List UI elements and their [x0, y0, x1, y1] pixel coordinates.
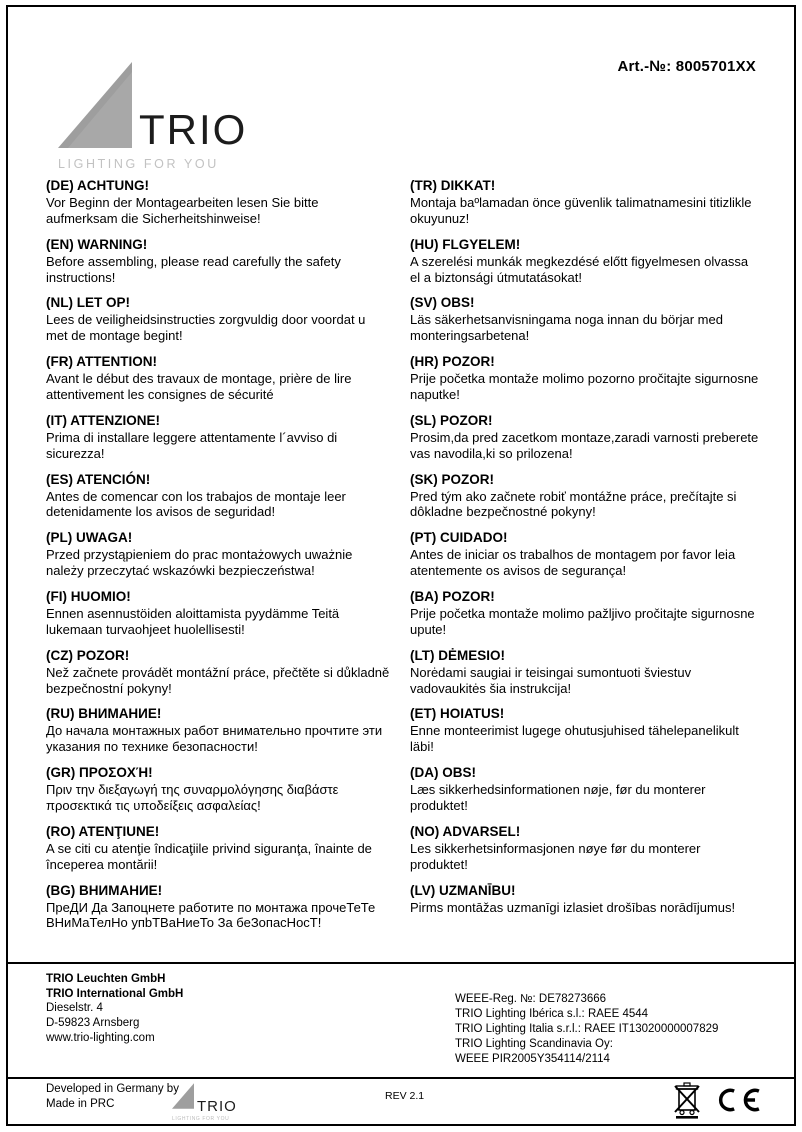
warning-block-ro	[46, 824, 390, 873]
warning-text: A szerelési munkák megkezdésé előtt figyelmesen olvassa el a biztonsági útmutatásokat!	[410, 253, 749, 285]
warning-block-cz	[46, 648, 390, 697]
warning-text: Πριν την διεξαγωγή της συναρμολόγησης διαβάστε προσεκτικά τις υποδείξεις ασφαλείας!	[46, 782, 339, 814]
warnings-column-right	[410, 178, 760, 925]
warning-text: Pirms montāžas uzmanīgi izlasiet drošības norādījumus!	[410, 899, 736, 915]
warning-title: (SK) POZOR!	[410, 471, 494, 487]
trio-logo	[58, 62, 247, 171]
warning-text: Než začnete provádět montážní práce, přečtěte si důkladně bezpečnostní pokyny!	[46, 664, 390, 696]
revision-label: REV 2.1	[385, 1090, 425, 1102]
warning-block-ru	[46, 706, 390, 755]
company-name-2: TRIO International GmbH	[46, 987, 184, 1000]
warning-text: Vor Beginn der Montagearbeiten lesen Sie bitte aufmerksam die Sicherheitshinweise!	[46, 195, 319, 226]
warning-block-fr	[46, 354, 390, 403]
warning-block-sk	[410, 472, 760, 521]
company-address	[46, 972, 183, 1046]
warning-block-bg	[46, 883, 390, 932]
warning-title: (IT) ATTENZIONE!	[46, 412, 160, 428]
warning-title: (HR) POZOR!	[410, 354, 495, 370]
warning-title: (DA) OBS!	[410, 765, 476, 781]
weee-line: TRIO Lighting Scandinavia Oy:	[455, 1037, 613, 1050]
warning-block-hr	[410, 354, 760, 403]
warning-text: Ennen asennustöiden aloittamista pyydämme Teitä lukemaan turvaohjeet huolellisesti!	[46, 606, 340, 637]
warning-block-gr	[46, 765, 390, 814]
warning-title: (LV) UZMANĪBU!	[410, 882, 516, 898]
warning-text: Læs sikkerhedsinformationen nøje, før du monterer produktet!	[410, 782, 706, 814]
warning-block-nl	[46, 295, 390, 344]
warning-text: Antes de iniciar os trabalhos de montagem por favor leia atentemente os avisos de segurança!	[410, 547, 736, 579]
company-name: TRIO Leuchten GmbH	[46, 973, 166, 985]
warning-text: Pred tým ako začnete robiť montážne práce, prečítajte si dôkladne bezpečnostné pokyny!	[410, 488, 737, 520]
warning-block-it	[46, 413, 390, 462]
warning-text: Przed przystąpieniem do prac montażowych uważnie należy przeczytać wskazówki bezpieczeństwa!	[46, 547, 353, 579]
warning-title: (RU) ВНИМАНИЕ!	[46, 706, 162, 722]
origin-info	[46, 1082, 179, 1112]
warning-title: (NO) ADVARSEL!	[410, 823, 521, 839]
company-street: Dieselstr. 4	[46, 1002, 103, 1015]
warning-title: (RO) ATENŢIUNE!	[46, 823, 160, 839]
trio-triangle-icon	[172, 1082, 194, 1115]
weee-line: TRIO Lighting Italia s.r.l.: RAEE IT13020000007829	[455, 1022, 719, 1035]
warning-title: (HU) FLGYELEM!	[410, 236, 521, 252]
weee-line: WEEE-Reg. №: DE78273666	[455, 993, 607, 1005]
warning-block-sv	[410, 295, 760, 344]
footer-divider-top	[8, 962, 794, 964]
warning-text: Prije početka montaže molimo pozorno pročitajte sigurnosne naputke!	[410, 371, 759, 403]
warning-title: (ET) HOIATUS!	[410, 706, 505, 722]
warning-text: Norėdami saugiai ir teisingai sumontuoti šviestuv vadovaukitės šia instrukcija!	[410, 664, 692, 696]
company-website: www.trio-lighting.com	[46, 1031, 155, 1044]
warning-title: (TR) DIKKAT!	[410, 178, 496, 193]
warning-block-en	[46, 237, 390, 286]
logo-tagline: LIGHTING FOR YOU	[58, 157, 219, 171]
warning-text: A se citi cu atenţie îndicaţiile privind siguranţa, înainte de începerea montării!	[46, 840, 372, 872]
warning-title: (GR) ΠΡΟΣΟΧΉ!	[46, 765, 153, 781]
warning-block-pt	[410, 530, 760, 579]
logo-wordmark: TRIO	[139, 106, 248, 153]
warning-text: Montaja baºlamadan önce güvenlik talimatnamesini titizlikle okuyunuz!	[410, 195, 752, 226]
warning-title: (FR) ATTENTION!	[46, 354, 157, 370]
warning-title: (SL) POZOR!	[410, 412, 493, 428]
ce-mark-icon	[714, 1086, 762, 1119]
warning-block-lt	[410, 648, 760, 697]
developed-in: Developed in Germany by	[46, 1083, 179, 1095]
logo-wordmark: TRIO	[197, 1098, 237, 1115]
warning-block-lv	[410, 883, 760, 916]
warning-title: (NL) LET OP!	[46, 295, 130, 311]
warning-block-sl	[410, 413, 760, 462]
weee-registration-info	[455, 992, 718, 1067]
warning-title: (EN) WARNING!	[46, 236, 148, 252]
warning-block-ba	[410, 589, 760, 638]
warning-block-de	[46, 178, 390, 227]
warning-text: Enne monteerimist lugege ohutusjuhised tähelepanelikult läbi!	[410, 723, 739, 755]
warning-title: (BA) POZOR!	[410, 589, 495, 605]
warnings-column-left	[46, 178, 390, 941]
warning-block-fi	[46, 589, 390, 638]
warning-text: ПреДИ Да Запоцнете работите по монтажа прочеТеТе ВНиМаТелНо упbТВаНиеТо За беЗопасНосТ!	[46, 899, 376, 931]
warning-block-pl	[46, 530, 390, 579]
warning-block-et	[410, 706, 760, 755]
warning-text: Prima di installare leggere attentamente l´avviso di sicurezza!	[46, 429, 338, 461]
company-city: D-59823 Arnsberg	[46, 1017, 140, 1030]
warning-title: (DE) ACHTUNG!	[46, 178, 149, 193]
weee-line: TRIO Lighting Ibérica s.l.: RAEE 4544	[455, 1007, 649, 1020]
warning-text: Avant le début des travaux de montage, prière de lire attentivement les consignes de sécurité	[46, 371, 352, 403]
warning-text: Les sikkerhetsinformasjonen nøye før du monterer produktet!	[410, 840, 701, 872]
made-in: Made in PRC	[46, 1097, 115, 1110]
warning-text: Before assembling, please read carefully the safety instructions!	[46, 253, 341, 285]
warning-title: (PT) CUIDADO!	[410, 530, 508, 546]
warning-block-no	[410, 824, 760, 873]
logo-tagline: LIGHTING FOR YOU	[172, 1116, 230, 1122]
weee-line: WEEE PIR2005Y354114/2114	[455, 1052, 610, 1065]
trio-triangle-icon	[58, 62, 132, 153]
warning-block-da	[410, 765, 760, 814]
warning-title: (LT) DĖMESIO!	[410, 647, 505, 663]
warning-title: (SV) OBS!	[410, 295, 475, 311]
warning-title: (CZ) POZOR!	[46, 647, 130, 663]
weee-crossed-bin-icon	[672, 1079, 702, 1124]
warning-block-es	[46, 472, 390, 521]
warning-block-tr	[410, 178, 760, 227]
warning-title: (BG) ВНИМАНИЕ!	[46, 882, 163, 898]
warning-text: Prosim,da pred zacetkom montaze,zaradi varnosti preberete vas navodila,ki so prilozena!	[410, 429, 759, 461]
warning-title: (FI) HUOMIO!	[46, 589, 131, 605]
warning-text: Lees de veiligheidsinstructies zorgvuldig door voordat u met de montage begint!	[46, 312, 366, 344]
trio-logo-small	[172, 1082, 237, 1122]
warning-title: (PL) UWAGA!	[46, 530, 133, 546]
warning-text: Läs säkerhetsanvisningama noga innan du börjar med monteringsarbetena!	[410, 312, 723, 344]
warning-text: Prije početka montaže molimo pažljivo pročitajte sigurnosne upute!	[410, 606, 755, 637]
warning-block-hu	[410, 237, 760, 286]
warning-title: (ES) ATENCIÓN!	[46, 471, 151, 487]
article-number: Art.-№: 8005701XX	[617, 58, 756, 75]
warning-text: Antes de comencar con los trabajos de montaje leer detenidamente los avisos de seguridad!	[46, 488, 346, 520]
warning-text: До начала монтажных работ внимательно прочтите эти указания по технике безопасности!	[46, 723, 383, 755]
